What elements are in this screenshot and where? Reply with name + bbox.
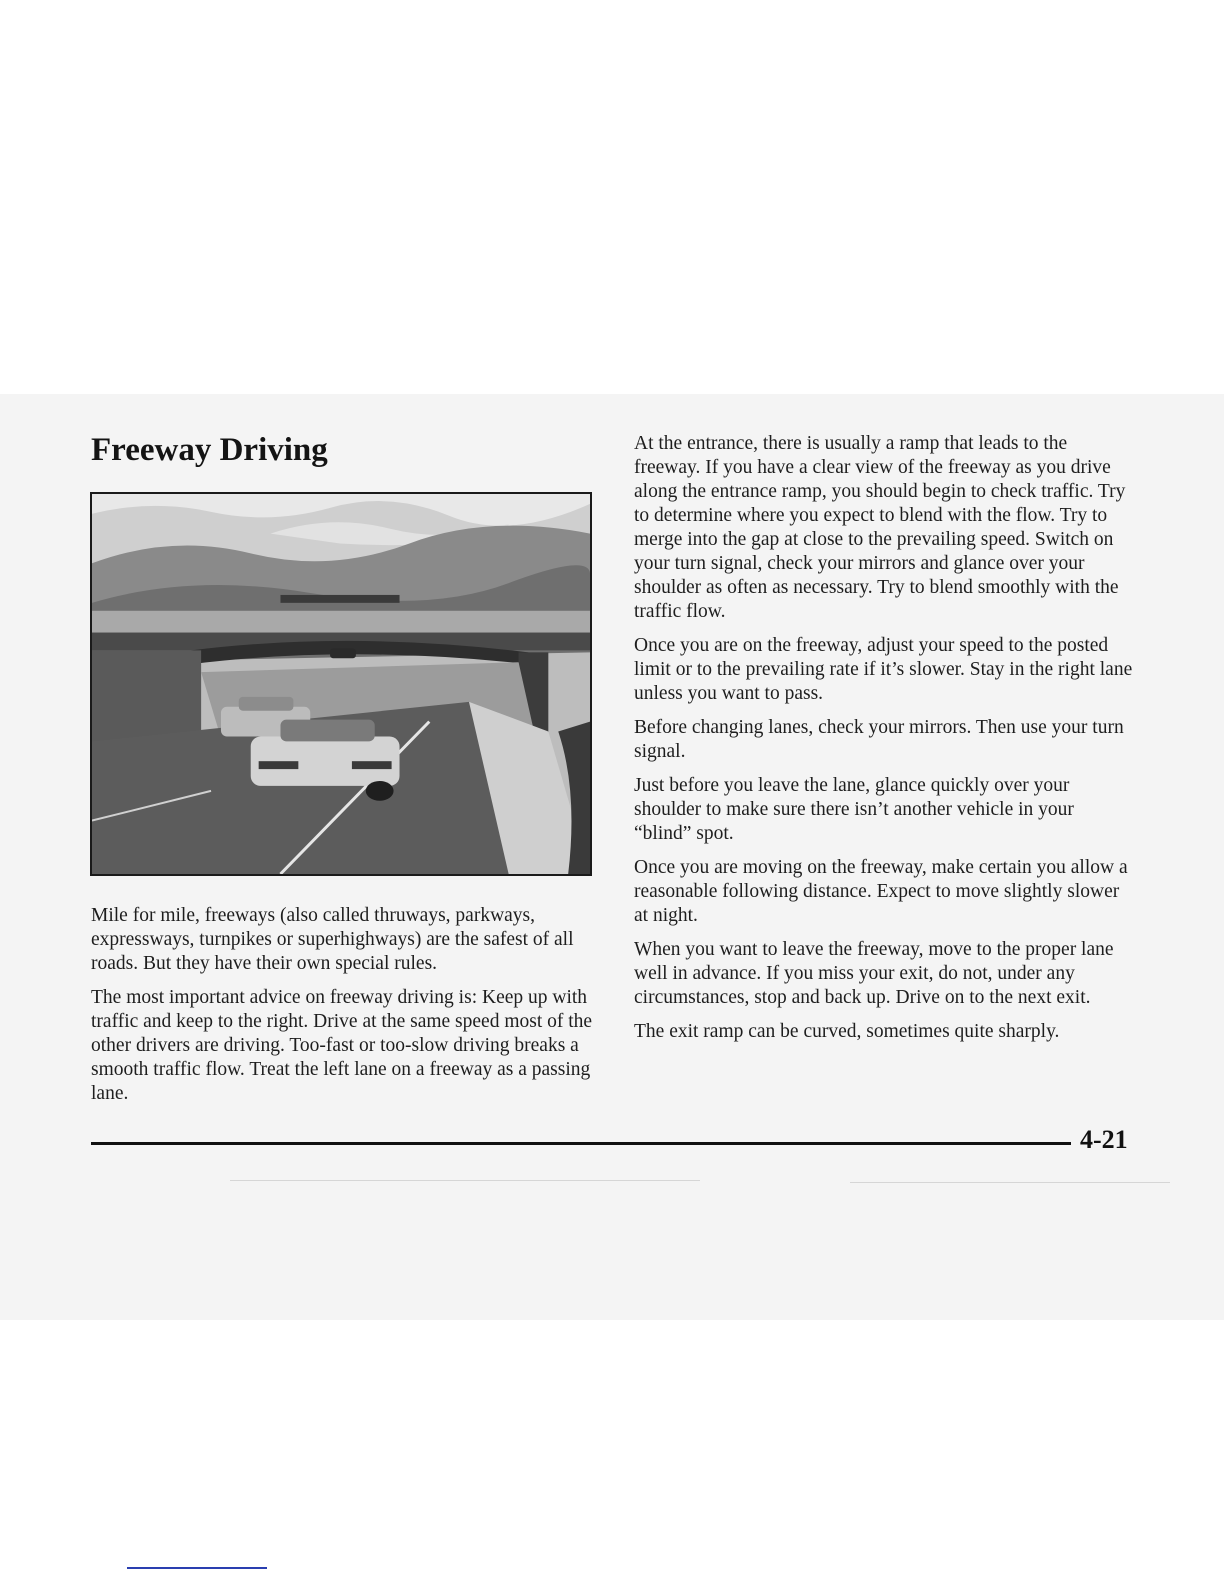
car-front-taillight	[259, 761, 299, 769]
section-title: Freeway Driving	[91, 432, 328, 468]
bottom-link-underline[interactable]	[127, 1567, 267, 1569]
paragraph: Once you are moving on the freeway, make certain you allow a reasonable following distance. Expect to move slightly slower at night.	[634, 857, 1128, 926]
paragraph: The most important advice on freeway driving is: Keep up with traffic and keep to the right. Drive at the same speed most of the other drivers are driving. Too-fast or too-slow driving breaks a smooth traffic flow. Treat the left lane on a freeway as a passing lane.	[91, 987, 593, 1104]
paragraph: The exit ramp can be curved, sometimes quite sharply.	[634, 1021, 1060, 1042]
paragraph: Just before you leave the lane, glance quickly over your shoulder to make sure there isn’t another vehicle in your “blind” spot.	[634, 775, 1074, 844]
left-column	[91, 904, 593, 1116]
paragraph: When you want to leave the freeway, move to the proper lane well in advance. If you miss your exit, do not, under any circumstances, stop and back up. Drive on to the next exit.	[634, 939, 1114, 1008]
car-front-taillight	[352, 761, 392, 769]
distant-bridge	[280, 595, 399, 603]
car-distant	[330, 648, 356, 658]
paragraph: At the entrance, there is usually a ramp that leads to the freeway. If you have a clear view of the freeway as you drive along the entrance ramp, you should begin to check traffic. Try to determine where you expect to blend with the flow. Try to merge into the gap at close to the prevailing speed. Switch on your turn signal, check your mirrors and glance over your shoulder as often as necessary. Try to blend smoothly with the traffic flow.	[634, 433, 1126, 622]
page-number: 4-21	[1080, 1125, 1128, 1154]
car-front-roof	[280, 720, 374, 742]
car-rear-roof	[239, 697, 294, 711]
illustration-drawing	[92, 494, 590, 874]
right-column	[634, 432, 1136, 1054]
scan-artifact-line	[230, 1180, 700, 1181]
paragraph: Before changing lanes, check your mirrors. Then use your turn signal.	[634, 717, 1124, 762]
paragraph: Mile for mile, freeways (also called thruways, parkways, expressways, turnpikes or superhighways) are the safest of all roads. But they have their own special rules.	[91, 905, 574, 974]
car-front-wheel	[366, 781, 394, 801]
footer-rule	[91, 1142, 1071, 1145]
scan-artifact-line	[850, 1182, 1170, 1183]
paragraph: Once you are on the freeway, adjust your speed to the posted limit or to the prevailing rate if it’s slower. Stay in the right lane unless you want to pass.	[634, 635, 1133, 704]
freeway-overpass-illustration	[90, 492, 592, 876]
